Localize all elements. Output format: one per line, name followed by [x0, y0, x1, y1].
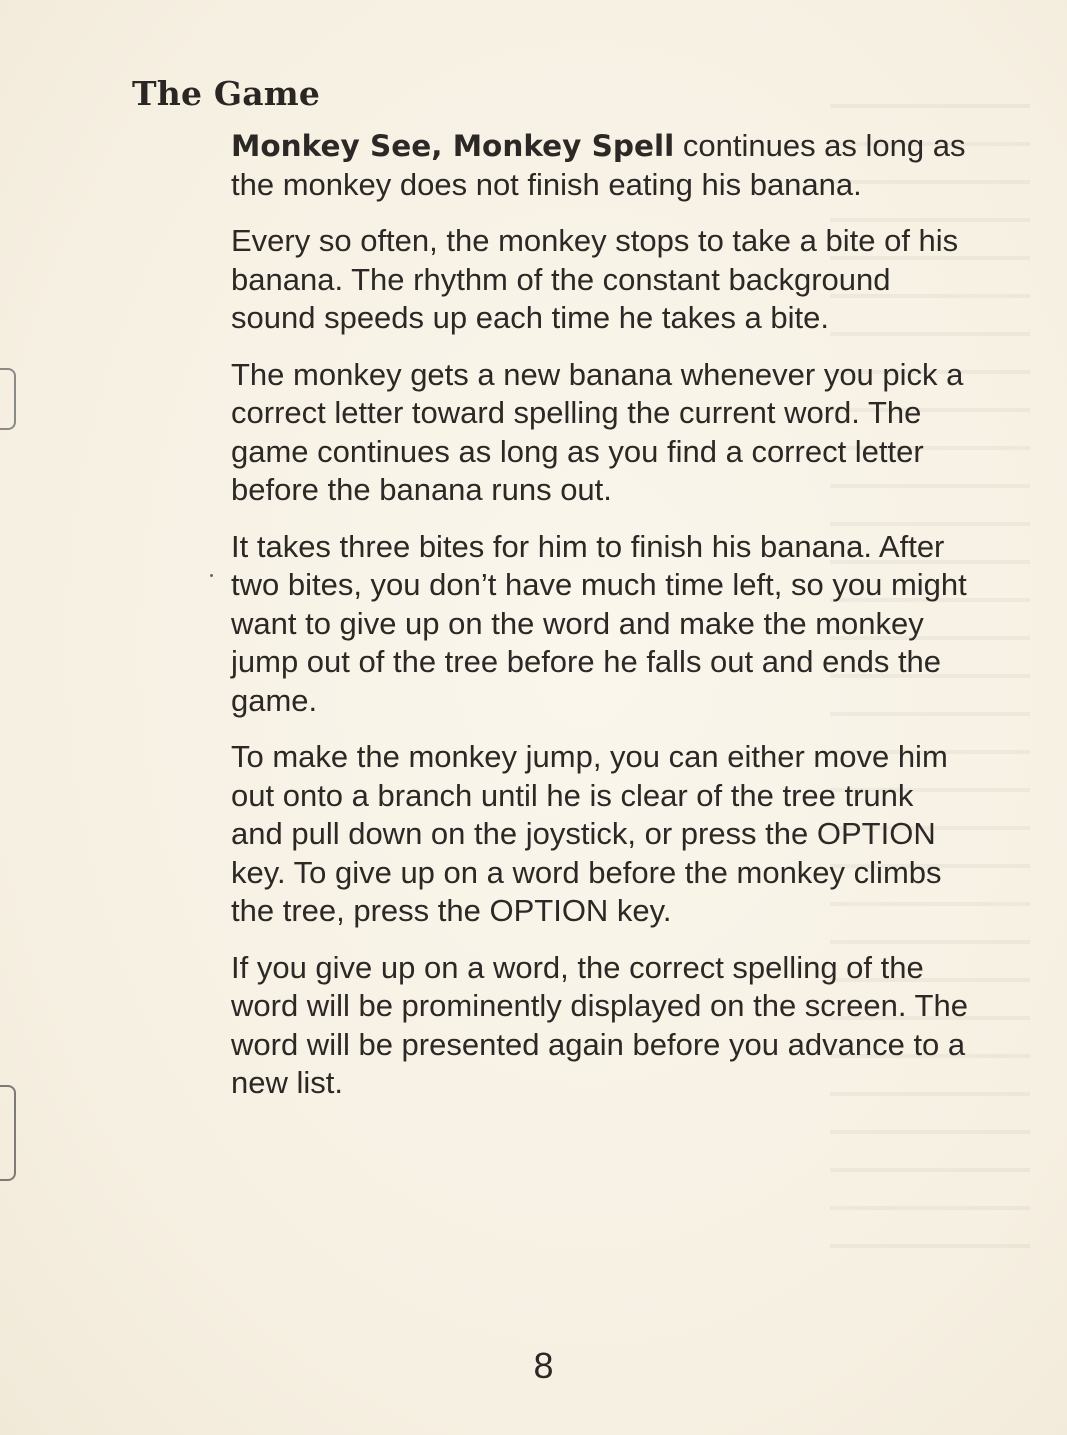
paper-speck: [210, 574, 213, 577]
body-text: [231, 127, 971, 1121]
paragraph-intro: [231, 127, 971, 204]
page-number: 8: [533, 1345, 554, 1386]
paragraph-intro-text: continues as long as the monkey does not finish eating his banana.: [231, 128, 966, 202]
game-title: Monkey See, Monkey Spell: [231, 129, 675, 163]
paragraph-new-banana: The monkey gets a new banana whenever you pick a correct letter toward spelling the current word. The game continues as long as you find a correct letter before the banana runs out.: [231, 356, 964, 507]
paragraph-three-bites: It takes three bites for him to finish his banana. After two bites, you don’t have much time left, so you might want to give up on the word and make the monkey jump out of the tree before he falls out and ends the game.: [231, 528, 967, 718]
paragraph-give-up: If you give up on a word, the correct spelling of the word will be prominently displayed on the screen. The word will be presented again before you advance to a new list.: [231, 949, 968, 1100]
binding-staple-bottom: [0, 1085, 16, 1181]
paragraph-jump: To make the monkey jump, you can either move him out onto a branch until he is clear of the tree trunk and pull down on the joystick, or press the OPTION key. To give up on a word before the monkey climbs the tree, press the OPTION key.: [231, 739, 948, 928]
paragraph-bites: Every so often, the monkey stops to take a bite of his banana. The rhythm of the constant background sound speeds up each time he takes a bite.: [231, 223, 959, 335]
binding-staple-top: [0, 368, 16, 430]
section-heading: The Game: [132, 74, 321, 113]
